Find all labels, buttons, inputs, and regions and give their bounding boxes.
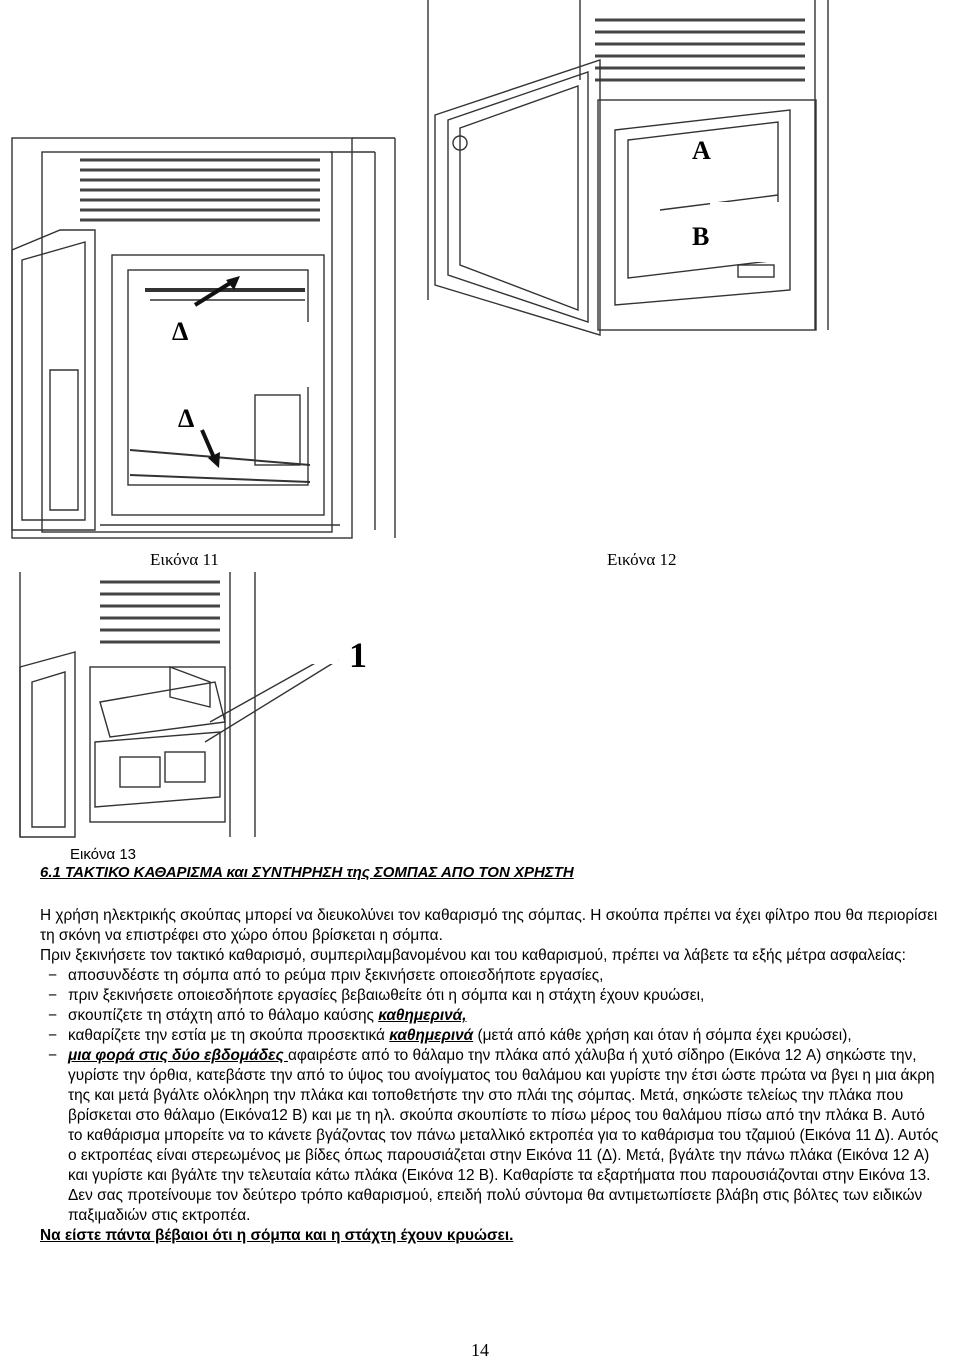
figure-12-drawing [420, 0, 840, 345]
body-text [40, 906, 940, 1246]
intro-paragraph-2: Πριν ξεκινήσετε τον τακτικό καθαρισμό, συμπεριλαμβανομένου και του καθαρισμού, πρέπει να λάβετε τα εξής μέτρα ασφαλείας: [40, 947, 906, 964]
list-item: − σκουπίζετε τη στάχτη από το θάλαμο καύσης καθημερινά, [48, 1007, 467, 1024]
figure-12-label-a: A [688, 136, 715, 166]
figure-13-label-1: 1 [345, 632, 387, 678]
warning-text: Να είστε πάντα βέβαιοι ότι η σόμπα και η στάχτη έχουν κρυώσει. [40, 1227, 514, 1244]
list-dash: − [48, 1027, 57, 1044]
list-dash: − [48, 1047, 57, 1064]
list-item: − αποσυνδέστε τη σόμπα από το ρεύμα πριν ξεκινήσετε οποιεσδήποτε εργασίες, [48, 967, 604, 984]
figure-13-drawing [0, 572, 420, 842]
section-heading [40, 846, 574, 882]
list-dash: − [48, 967, 57, 984]
figure-11-label-delta-top: Δ [172, 317, 189, 346]
figure-11-caption: Εικόνα 11 [150, 550, 219, 569]
emphasis: μια φορά στις δύο εβδομάδες [68, 1047, 288, 1064]
list-dash: − [48, 1007, 57, 1024]
figure-11-label-delta-bottom: Δ [178, 404, 195, 433]
section-title: 6.1 ΤΑΚΤΙΚΟ ΚΑΘΑΡΙΣΜΑ και ΣΥΝΤΗΡΗΣΗ της ΣΟΜΠΑΣ ΑΠΟ ΤΟΝ ΧΡΗΣΤΗ [40, 864, 574, 881]
list-item: − μια φορά στις δύο εβδομάδες αφαιρέστε από το θάλαμο την πλάκα από χάλυβα ή χυτό σίδηρο (Εικόνα 12 A) σηκώστε την, γυρίστε την όρθια, κατεβάστε την από το ύψος του ανοίγματος του θαλάμου και γυρίστε την έτσι ώστε πρώτα να βγει η μια άκρη της και μετά βγάλτε ολόκληρη την πλάκα και τοποθετήστε την στο πλάι της σόμπας. Μετά, σηκώστε τελείως την πλάκα που βρίσκεται στο θάλαμο (Εικόνα12 B) και με τη ηλ. σκούπα σκουπίστε το πίσω μέρος του θαλάμου πίσω από την πλάκα B. Αυτό το καθάρισμα μπορείτε να το κάνετε βγάζοντας τον πάνω μεταλλικό εκτροπέα για το καθάρισμα του τζαμιού (Εικόνα 11 Δ). Αυτός ο εκτροπέας είναι στερεωμένος με βίδες όπως παρουσιάζεται στην Εικόνα 11 (Δ). Μετά, βγάλτε την πάνω πλάκα (Εικόνα 12 A) και γυρίστε και βγάλτε την τελευταία κάτω πλάκα (Εικόνα 12 B). Καθαρίστε τα εξαρτήματα που παρουσιάζονται στην Εικόνα 13. Δεν σας προτείνουμε τον δεύτερο τρόπο καθαρισμού, επειδή πολύ σύντομα θα αντιμετωπίσετε βλάβη στις βόλτες των ειδικών παξιμαδιών στις εκτροπέα. [48, 1047, 939, 1224]
emphasis: καθημερινά [389, 1027, 474, 1044]
page-number: 14 [471, 1340, 489, 1360]
emphasis: καθημερινά, [378, 1007, 467, 1024]
intro-paragraph-1: Η χρήση ηλεκτρικής σκούπας μπορεί να διευκολύνει τον καθαρισμό της σόμπας. Η σκούπα πρέπει να έχει φίλτρο που θα περιορίσει τη σκόνη να επιστρέφει στο χώρο όπου βρίσκεται η σόμπα. [40, 907, 938, 944]
list-dash: − [48, 987, 57, 1004]
figure-12-label-b: B [688, 222, 713, 252]
figure-12-caption: Εικόνα 12 [607, 550, 677, 569]
list-item: − πριν ξεκινήσετε οποιεσδήποτε εργασίες βεβαιωθείτε ότι η σόμπα και η στάχτη έχουν κρυώσει, [48, 987, 705, 1004]
figure-11-drawing [0, 130, 420, 545]
figure-13-caption: Εικόνα 13 [70, 846, 137, 863]
safety-list [40, 966, 940, 1226]
list-item: − καθαρίζετε την εστία με τη σκούπα προσεκτικά καθημερινά (μετά από κάθε χρήση και όταν ή σόμπα έχει κρυώσει), [48, 1027, 852, 1044]
